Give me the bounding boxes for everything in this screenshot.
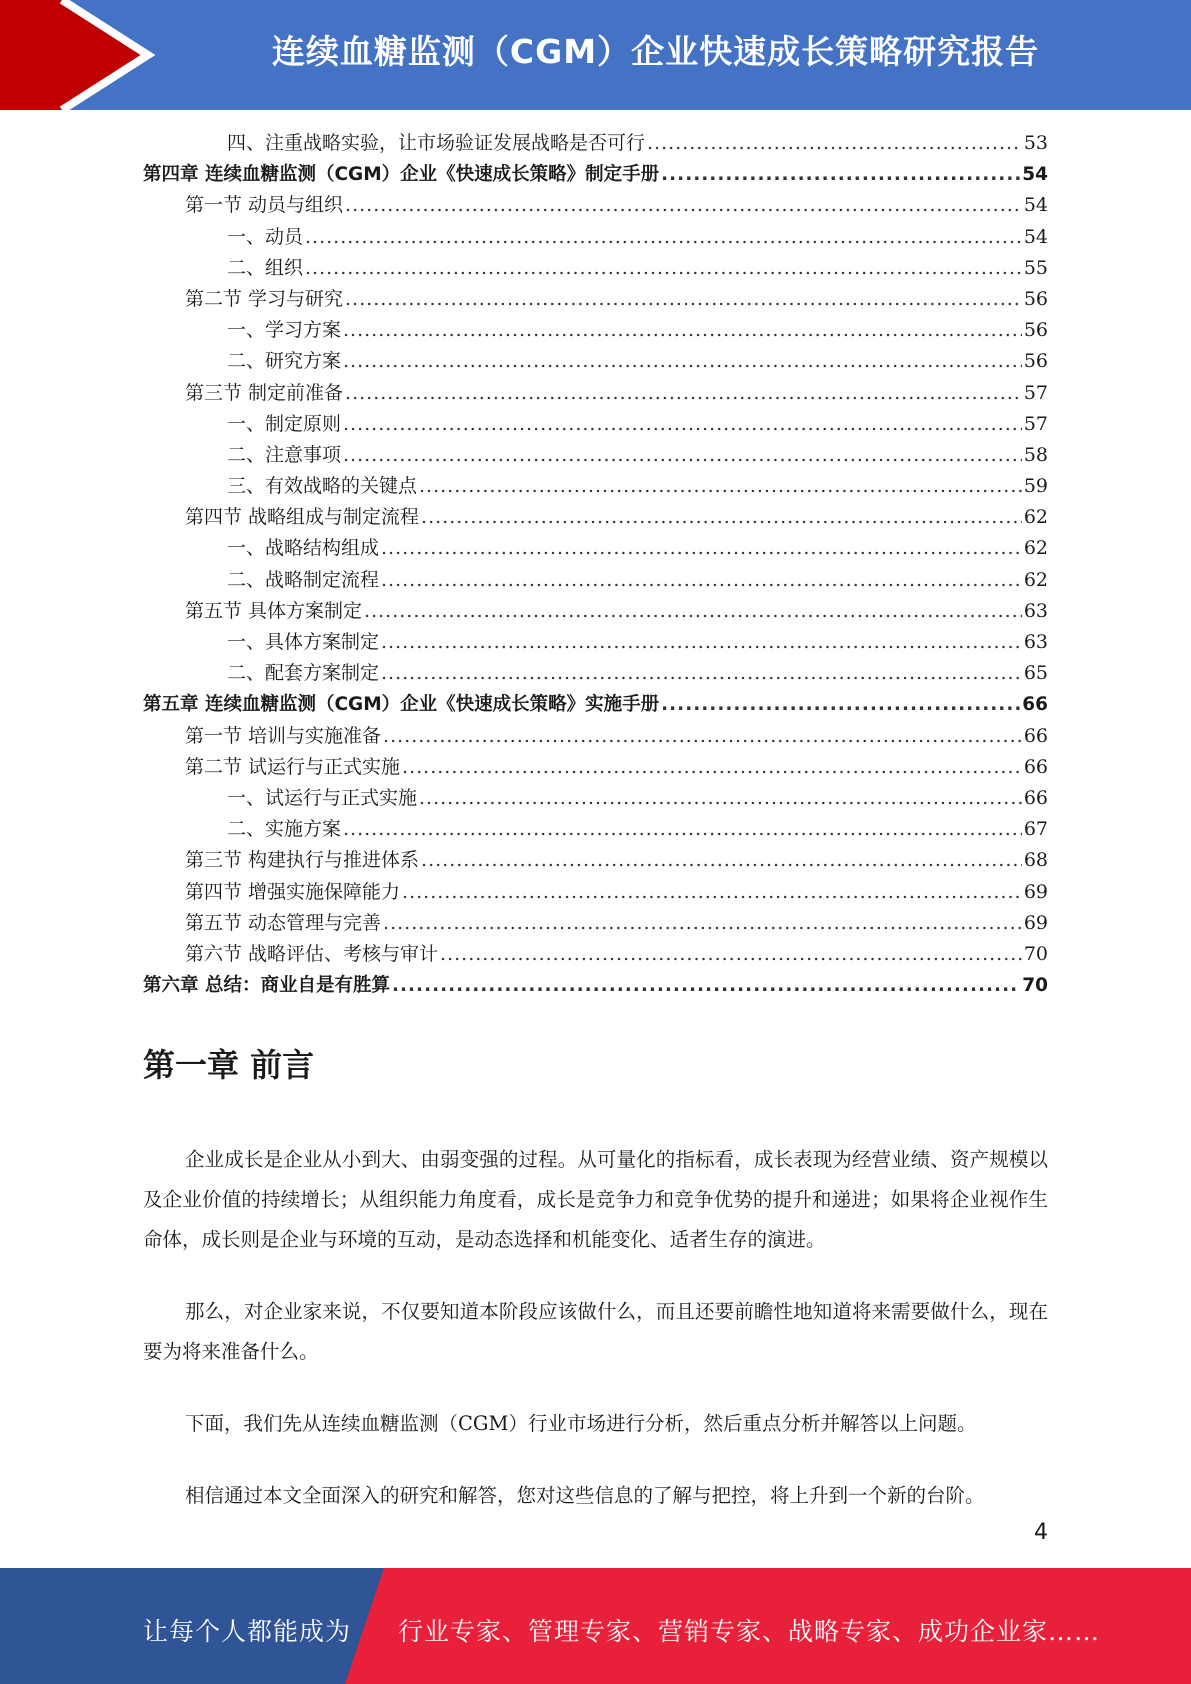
toc-entry-title: 第一节 培训与实施准备 [185,724,382,747]
toc-entry-title: 第一节 动员与组织 [185,194,344,217]
toc-entry-title: 二、注意事项 [227,443,342,466]
toc-entry-subsection[interactable] [143,471,1048,502]
toc-entry-title: 第六章 总结：商业自是有胜算 [143,975,390,997]
toc-entry-title: 一、动员 [227,225,304,248]
toc-entry-page: 66 [1023,724,1048,747]
page-header [0,0,1191,110]
toc-dot-leader [343,409,1022,440]
toc-entry-page: 53 [1023,132,1048,154]
toc-entry-title: 第五节 动态管理与完善 [185,911,382,934]
toc-entry-title: 二、研究方案 [227,350,342,373]
toc-dot-leader [661,159,1020,190]
toc-entry-subsection[interactable] [143,128,1048,159]
toc-entry-page: 58 [1023,443,1048,466]
page-footer [0,1568,1191,1684]
toc-entry-title: 第三节 制定前准备 [185,381,344,404]
intro-paragraph-1: 企业成长是企业从小到大、由弱变强的过程。从可量化的指标看，成长表现为经营业绩、资产规模以及企业价值的持续增长；从组织能力角度看，成长是竞争力和竞争优势的提升和递进；如果将企业视作生命体，成长则是企业与环境的互动，是动态选择和机能变化、适者生存的演进。 [143,1148,1048,1251]
toc-dot-leader [421,502,1022,533]
toc-entry-chapter[interactable] [143,159,1048,190]
toc-entry-title: 第四章 连续血糖监测（CGM）企业《快速成长策略》制定手册 [143,164,660,186]
toc-entry-subsection[interactable] [143,346,1048,377]
toc-entry-page: 57 [1023,412,1048,435]
toc-dot-leader [440,939,1022,970]
toc-dot-leader [305,222,1022,253]
toc-entry-chapter[interactable] [143,689,1048,720]
toc-entry-section[interactable] [143,877,1048,908]
toc-entry-page: 62 [1023,568,1048,591]
toc-entry-page: 65 [1023,662,1048,685]
intro-paragraph-2: 那么，对企业家来说，不仅要知道本阶段应该做什么，而且还要前瞻性地知道将来需要做什么，现在要为将来准备什么。 [143,1300,1048,1363]
toc-dot-leader [419,783,1022,814]
toc-dot-leader [345,190,1022,221]
intro-paragraph-4: 相信通过本文全面深入的研究和解答，您对这些信息的了解与把控，将上升到一个新的台阶。 [185,1484,985,1507]
toc-entry-page: 69 [1023,880,1048,903]
footer-slogan-left: 让每个人都能成为 [143,1617,352,1646]
page-number: 4 [1034,1520,1048,1545]
toc-entry-section[interactable] [143,284,1048,315]
toc-entry-page: 63 [1023,599,1048,622]
toc-entry-title: 第四节 增强实施保障能力 [185,880,401,903]
toc-dot-leader [345,378,1022,409]
toc-entry-title: 一、具体方案制定 [227,631,380,653]
report-title: 连续血糖监测（CGM）企业快速成长策略研究报告 [271,32,1040,71]
toc-entry-page: 57 [1023,381,1048,404]
toc-entry-subsection[interactable] [143,627,1048,658]
toc-entry-subsection[interactable] [143,565,1048,596]
toc-entry-title: 一、学习方案 [227,319,342,342]
toc-dot-leader [661,689,1020,720]
toc-dot-leader [343,440,1022,471]
toc-entry-page: 66 [1022,694,1048,716]
table-of-contents [143,128,1048,1001]
toc-entry-page: 63 [1023,631,1048,653]
toc-dot-leader [402,877,1022,908]
toc-entry-title: 一、制定原则 [227,412,342,435]
toc-entry-page: 54 [1023,225,1048,248]
toc-entry-subsection[interactable] [143,253,1048,284]
toc-entry-title: 第三节 构建执行与推进体系 [185,849,420,872]
toc-dot-leader [419,471,1022,502]
toc-entry-page: 56 [1023,319,1048,342]
toc-entry-subsection[interactable] [143,814,1048,845]
chapter-title: 第一章 前言 [143,1046,315,1084]
toc-entry-subsection[interactable] [143,440,1048,471]
toc-entry-section[interactable] [143,845,1048,876]
toc-dot-leader [381,533,1022,564]
toc-dot-leader [383,721,1022,752]
toc-entry-page: 66 [1023,755,1048,778]
toc-entry-page: 68 [1023,849,1048,872]
toc-entry-title: 二、配套方案制定 [227,662,380,685]
toc-entry-page: 56 [1023,287,1048,310]
toc-entry-page: 59 [1023,475,1048,498]
toc-entry-title: 二、实施方案 [227,818,342,841]
toc-entry-section[interactable] [143,378,1048,409]
toc-entry-section[interactable] [143,721,1048,752]
footer-slogan-right: 行业专家、管理专家、营销专家、战略专家、成功企业家…… [398,1617,1101,1646]
toc-entry-title: 第六节 战略评估、考核与审计 [185,942,439,965]
toc-entry-section[interactable] [143,502,1048,533]
toc-entry-page: 55 [1023,256,1048,279]
toc-entry-title: 三、有效战略的关键点 [227,475,418,498]
toc-entry-chapter[interactable] [143,970,1048,1001]
toc-dot-leader [381,658,1022,689]
intro-paragraph-3: 下面，我们先从连续血糖监测（CGM）行业市场进行分析，然后重点分析并解答以上问题。 [185,1412,977,1435]
toc-dot-leader [343,315,1022,346]
toc-dot-leader [381,627,1022,658]
toc-entry-subsection[interactable] [143,315,1048,346]
toc-entry-subsection[interactable] [143,222,1048,253]
toc-entry-page: 54 [1023,194,1048,217]
toc-entry-subsection[interactable] [143,409,1048,440]
toc-entry-title: 第五章 连续血糖监测（CGM）企业《快速成长策略》实施手册 [143,694,660,716]
toc-entry-title: 第二节 试运行与正式实施 [185,755,401,778]
toc-entry-subsection[interactable] [143,658,1048,689]
toc-entry-page: 69 [1023,911,1048,934]
toc-entry-page: 62 [1023,537,1048,560]
toc-entry-title: 四、注重战略实验，让市场验证发展战略是否可行 [227,132,646,154]
toc-entry-title: 第四节 战略组成与制定流程 [185,506,420,529]
toc-entry-page: 54 [1022,164,1048,186]
toc-dot-leader [383,908,1022,939]
toc-entry-title: 二、战略制定流程 [227,568,380,591]
toc-entry-title: 二、组织 [227,256,304,279]
toc-dot-leader [343,814,1022,845]
toc-dot-leader [381,565,1022,596]
toc-entry-title: 第二节 学习与研究 [185,287,344,310]
toc-dot-leader [421,845,1022,876]
toc-dot-leader [345,284,1022,315]
toc-dot-leader [305,253,1022,284]
toc-entry-section[interactable] [143,908,1048,939]
toc-entry-section[interactable] [143,596,1048,627]
toc-entry-subsection[interactable] [143,533,1048,564]
toc-entry-section[interactable] [143,752,1048,783]
toc-dot-leader [392,970,1020,1001]
toc-entry-page: 70 [1022,975,1048,997]
toc-entry-page: 67 [1023,818,1048,841]
toc-entry-section[interactable] [143,190,1048,221]
toc-dot-leader [364,596,1022,627]
toc-entry-page: 62 [1023,506,1048,529]
toc-entry-section[interactable] [143,939,1048,970]
toc-entry-page: 56 [1023,350,1048,373]
toc-entry-page: 66 [1023,786,1048,809]
toc-dot-leader [343,346,1022,377]
toc-dot-leader [647,128,1022,159]
toc-entry-subsection[interactable] [143,783,1048,814]
toc-dot-leader [402,752,1022,783]
toc-entry-title: 第五节 具体方案制定 [185,599,363,622]
toc-entry-title: 一、试运行与正式实施 [227,786,418,809]
toc-entry-page: 70 [1023,942,1048,965]
toc-entry-title: 一、战略结构组成 [227,537,380,560]
